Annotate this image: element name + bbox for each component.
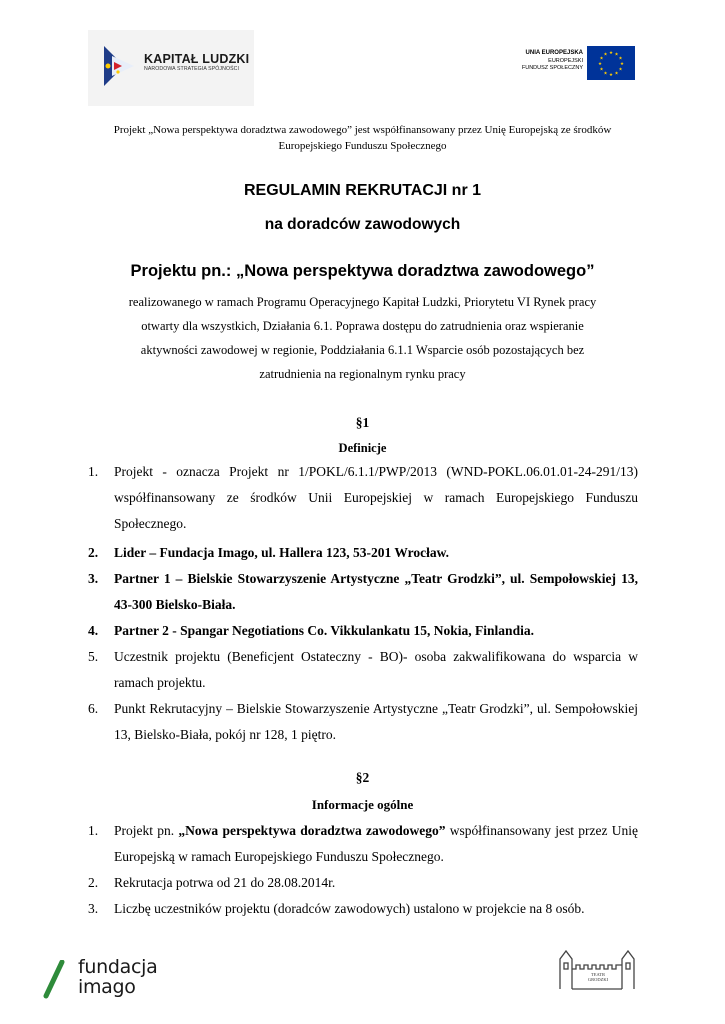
svg-text:★: ★ (618, 67, 623, 73)
ue-line-2: EUROPEJSKI (548, 58, 583, 64)
list-number: 5. (88, 649, 99, 664)
list-text: Lider – Fundacja Imago, ul. Hallera 123, 53-201 Wrocław. (114, 545, 450, 560)
grodzki-word: GRODZKI (587, 977, 609, 982)
list-number: 3. (88, 571, 99, 586)
project-name-bold: „Nowa perspektywa doradztwa zawodowego” (178, 823, 446, 838)
list-item (82, 696, 638, 748)
section-1-number: §1 (355, 415, 370, 430)
list-text: Partner 1 – Bielskie Stowarzyszenie Artystyczne „Teatr Grodzki”, ul. Sempołowskiej 13, 43-300 Bielsko-Biała. (114, 571, 638, 612)
eu-esf-logo (505, 46, 635, 82)
fundacja-word: fundacja (78, 956, 158, 978)
document-subtitle: na doradców zawodowych (264, 216, 461, 233)
cofunding-line-2: Europejskiego Funduszu Społecznego (278, 140, 447, 152)
list-text: Rekrutacja potrwa od 21 do 28.08.2014r. (114, 875, 336, 890)
kapital-ludzki-subtitle: NARODOWA STRATEGIA SPÓJNOŚCI (144, 66, 240, 72)
list-number: 2. (88, 875, 99, 890)
cofunding-line-1: Projekt „Nowa perspektywa doradztwa zawodowego” jest współfinansowany przez Unię Europejską ze środków (113, 124, 612, 136)
list-text: Punkt Rekrutacyjny – Bielskie Stowarzyszenie Artystyczne „Teatr Grodzki”, ul. Sempołowskiej 13, Bielsko-Biała, pokój nr 128, 1 piętro. (114, 701, 638, 742)
svg-text:★: ★ (614, 71, 619, 77)
list-item (82, 459, 638, 537)
ue-line-1: UNIA EUROPEJSKA (525, 50, 583, 56)
section-1-heading: Definicje (338, 441, 387, 455)
svg-text:★: ★ (597, 62, 603, 67)
intro-line-3: aktywności zawodowej w regionie, Poddziałania 6.1.1 Wsparcie osób pozostających bez (140, 343, 585, 357)
kapital-ludzki-logo (88, 30, 254, 106)
list-number: 6. (88, 701, 99, 716)
svg-text:★: ★ (618, 56, 623, 62)
list-number: 1. (88, 823, 99, 838)
teatr-grodzki-text (574, 972, 622, 982)
intro-line-2: otwarty dla wszystkich, Działania 6.1. Poprawa dostępu do zatrudnienia oraz wspieranie (141, 319, 584, 333)
teatr-grodzki-logo (556, 947, 638, 991)
svg-text:★: ★ (599, 67, 604, 73)
intro-line-4: zatrudnienia na regionalnym rynku pracy (259, 367, 466, 381)
list-item (82, 896, 638, 922)
section-2-number: §2 (355, 770, 370, 785)
fundacja-imago-logo (40, 956, 170, 1002)
definitions-list (82, 459, 638, 748)
list-text: Liczbę uczestników projektu (doradców zawodowych) ustalono w projekcie na 8 osób. (114, 901, 585, 916)
list-text-prefix: Projekt pn. (114, 823, 179, 838)
list-text-suffix: współfinansowany jest przez Unię Europejską w ramach Europejskiego Funduszu Społecznego. (114, 823, 638, 864)
list-item (82, 540, 638, 566)
eu-flag-icon (587, 46, 635, 80)
svg-text:★: ★ (603, 52, 608, 58)
list-item (82, 644, 638, 696)
svg-text:★: ★ (599, 56, 604, 62)
ue-line-3: FUNDUSZ SPOŁECZNY (521, 65, 583, 71)
list-item (82, 870, 638, 896)
teatr-grodzki-building-icon (556, 947, 638, 991)
list-item (82, 818, 638, 870)
svg-text:★: ★ (614, 52, 619, 58)
intro-line-1: realizowanego w ramach Programu Operacyjnego Kapitał Ludzki, Priorytetu VI Rynek pracy (128, 295, 597, 309)
list-number: 4. (88, 623, 99, 638)
list-number: 3. (88, 901, 99, 916)
svg-text:★: ★ (608, 73, 614, 78)
section-2-heading: Informacje ogólne (311, 797, 414, 812)
kapital-ludzki-emblem-icon (100, 42, 140, 92)
list-text: Partner 2 - Spangar Negotiations Co. Vikkulankatu 15, Nokia, Finlandia. (114, 623, 534, 638)
list-text: Uczestnik projektu (Beneficjent Ostateczny - BO)- osoba zakwalifikowana do wsparcia w ramach projektu. (114, 649, 638, 690)
cofunding-note (60, 122, 665, 154)
svg-text:★: ★ (603, 71, 608, 77)
kapital-ludzki-title: KAPITAŁ LUDZKI (144, 52, 250, 66)
svg-text:★: ★ (619, 62, 625, 67)
general-info-list (82, 818, 638, 922)
imago-word: imago (78, 976, 136, 998)
teatr-word: TEATR (591, 972, 605, 977)
list-text: Projekt - oznacza Projekt nr 1/POKL/6.1.1/PWP/2013 (WND-POKL.06.01.01-24-291/13) współfinansowany ze środków Unii Europejskiej w ramach Europejskiego Funduszu Społecznego. (114, 464, 638, 531)
document-title: REGULAMIN REKRUTACJI nr 1 (243, 182, 482, 199)
list-number: 2. (88, 545, 99, 560)
list-number: 1. (88, 464, 99, 479)
project-title: Projektu pn.: „Nowa perspektywa doradztwa zawodowego” (130, 262, 595, 280)
list-item (82, 618, 638, 644)
svg-text:★: ★ (608, 51, 614, 56)
intro-paragraph (90, 290, 635, 386)
list-item (82, 566, 638, 618)
imago-slash-icon (40, 960, 70, 1000)
